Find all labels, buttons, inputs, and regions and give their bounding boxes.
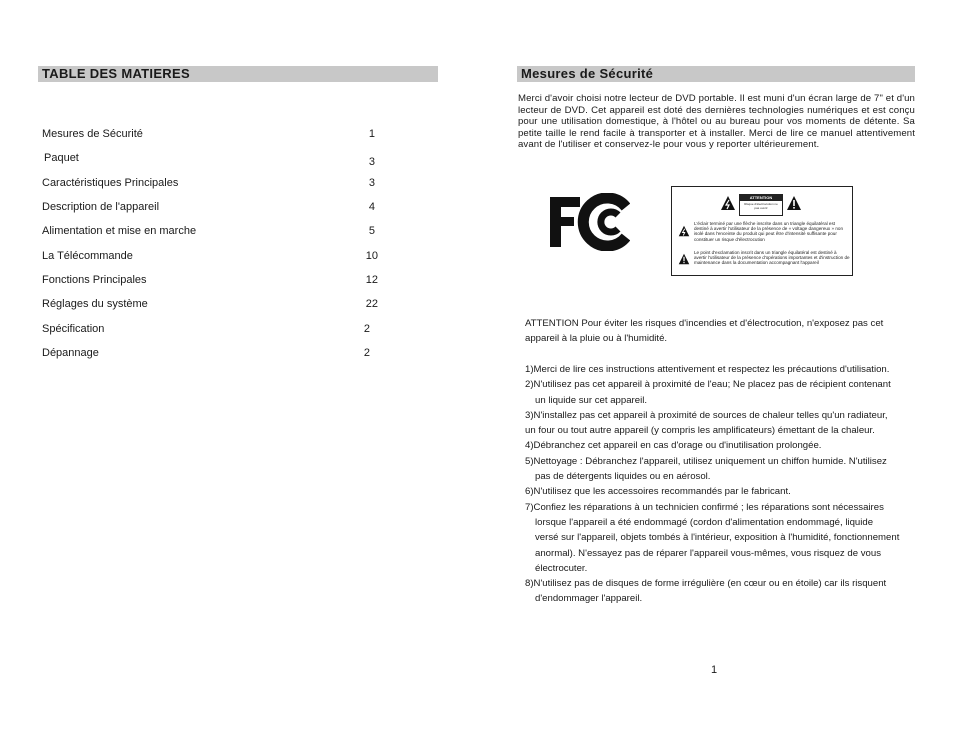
toc-entry-page: 10 [365, 250, 378, 262]
safety-line: 2)N'utilisez pas cet appareil à proximité de l'eau; Ne placez pas de récipient contenant [525, 379, 891, 391]
warning-text-maintenance: Le point d'exclamation inscrit dans un triangle équilatéral est destiné à avertir l'utilisateur de la présence d'opérations importantes et d'instruction de maintenance dans la documentation accompagnant l'appareil [694, 250, 850, 266]
safety-line: versé sur l'appareil, objets tombés à l'intérieur, exposition à l'humidité, fonctionnement [535, 532, 900, 544]
safety-line: 8)N'utilisez pas de disques de forme irrégulière (en cœur ou en étoile) car ils risquent [525, 578, 887, 590]
toc-row [42, 249, 378, 263]
safety-line: 1)Merci de lire ces instructions attentivement et respectez les précautions d'utilisation. [525, 364, 890, 375]
safety-line: 6)N'utilisez que les accessoires recommandés par le fabricant. [525, 486, 791, 498]
fcc-logo-text: FC [548, 193, 550, 194]
page-number: 1 [711, 664, 718, 676]
attention-title: ATTENTION [740, 195, 782, 201]
safety-instructions [525, 362, 920, 607]
warning-symbols-row [672, 189, 852, 215]
safety-line: un four ou tout autre appareil (y compris les amplificateurs) émettant de la chaleur. [525, 425, 875, 437]
safety-line: électrocuter. [535, 562, 588, 574]
exclamation-triangle-icon [678, 253, 690, 265]
toc-entry-page: 12 [365, 274, 378, 286]
toc-row [42, 200, 378, 214]
toc-row [42, 151, 378, 168]
safety-header: Mesures de Sécurité [517, 66, 915, 82]
toc-row [42, 176, 378, 190]
attention-paragraph [525, 316, 915, 346]
toc-entry-page: 2 [363, 323, 370, 335]
toc-entry-title: Spécification [42, 323, 105, 335]
safety-line: anormal). N'essayez pas de réparer l'appareil vous-mêmes, vous risquez de vous [535, 547, 881, 559]
lightning-triangle-icon [678, 225, 690, 237]
toc-entry-title: Fonctions Principales [42, 274, 147, 286]
toc-row [42, 273, 378, 287]
toc-entry-page: 22 [365, 298, 378, 310]
toc-row [42, 297, 378, 311]
toc-entry-page: 3 [368, 156, 375, 168]
toc-entry-title: Dépannage [42, 347, 99, 359]
attention-line: ATTENTION Pour éviter les risques d'incendies et d'électrocution, n'exposez pas cet [525, 318, 884, 329]
warning-text-electric: L'éclair terminé par une flèche inscrite dans un triangle équilatéral est destiné à avertir l'utilisateur de la présence de « voltage dangereux » non isolé dans l'enceinte du produit qui peut être d'intensité suffisante pour constituer un risque d'électrocution [694, 221, 843, 242]
toc-entry-title: Réglages du système [42, 298, 148, 310]
toc-entry-page: 5 [368, 225, 375, 237]
toc-row [42, 224, 378, 238]
toc-entry-title: Caractéristiques Principales [42, 177, 179, 189]
attention-line: appareil à la pluie ou à l'humidité. [525, 333, 668, 345]
toc-entry-title: Paquet [44, 152, 79, 164]
toc-entry-page: 4 [368, 201, 375, 213]
toc-entry-title: La Télécommande [42, 250, 133, 262]
safety-line: un liquide sur cet appareil. [535, 394, 647, 406]
exclamation-triangle-icon [786, 195, 802, 211]
attention-box [739, 194, 783, 216]
toc-entry-page: 3 [368, 177, 375, 189]
fcc-logo [548, 193, 630, 251]
toc-entry-title: Description de l'appareil [42, 201, 160, 213]
lightning-triangle-icon [720, 195, 736, 211]
toc-header: TABLE DES MATIERES [38, 66, 438, 82]
toc-row [42, 346, 378, 360]
toc-entry-page: 2 [363, 347, 370, 359]
safety-line: d'endommager l'appareil. [535, 593, 643, 605]
safety-line: pas de détergents liquides ou en aérosol. [535, 471, 711, 483]
toc-entry-page: 1 [368, 128, 375, 140]
safety-line: 3)N'installez pas cet appareil à proximité de sources de chaleur telles qu'un radiateur, [525, 409, 888, 421]
intro-paragraph: Merci d'avoir choisi notre lecteur de DVD portable. Il est muni d'un écran large de 7" et d'un lecteur de DVD. Cet appareil est doté des dernières technologies numériques et est conçu pour une utilisation domestique, à l'hôtel ou au bureau pour vos moments de détente. Sa petite taille le rend facile à transporter et à installer. Merci de lire ce manuel attentivement avant de l'utiliser et conservez-le pour vous y reporter ultérieurement. [518, 93, 915, 150]
safety-line: 7)Confiez les réparations à un technicien confirmé ; les réparations sont nécessaires [525, 501, 884, 513]
toc-row [42, 127, 378, 141]
warning-label [671, 186, 853, 276]
toc-entry-title: Mesures de Sécurité [42, 128, 143, 140]
safety-line: 4)Débranchez cet appareil en cas d'orage ou d'inutilisation prolongée. [525, 440, 822, 452]
toc-row [42, 322, 378, 336]
safety-line: lorsque l'appareil a été endommagé (cordon d'alimentation endommagé, liquide [535, 516, 874, 528]
safety-line: 5)Nettoyage : Débranchez l'appareil, utilisez uniquement un chiffon humide. N'utilisez [525, 455, 887, 467]
toc-entry-title: Alimentation et mise en marche [42, 225, 197, 237]
attention-subtitle: Risque d'électrocution ne pas ouvrir [744, 202, 778, 210]
